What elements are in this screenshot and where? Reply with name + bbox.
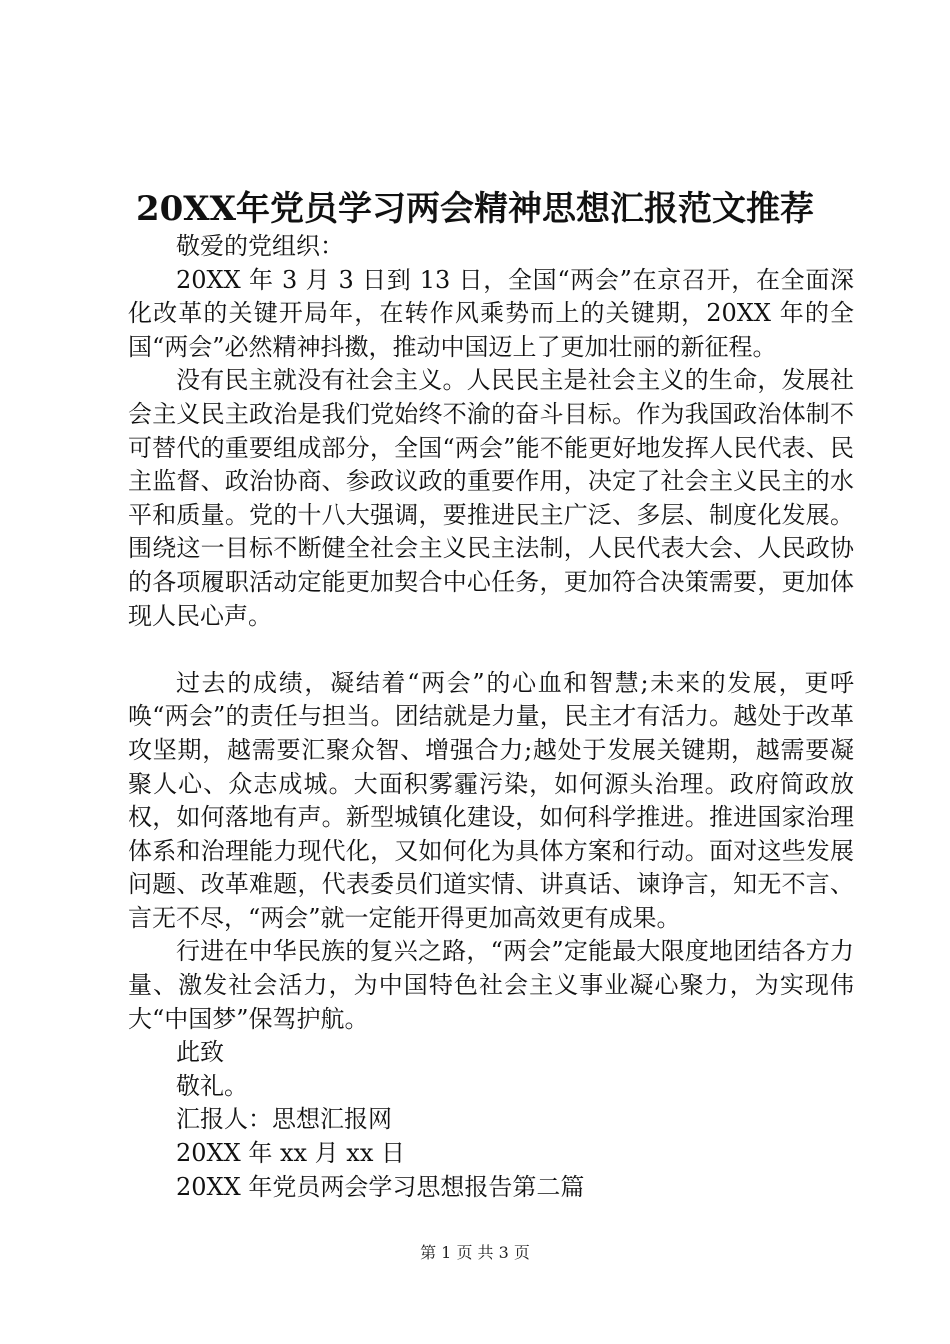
next-article-title: 20XX 年党员两会学习思想报告第二篇 (176, 1172, 585, 1201)
closing-line-1: 此致 (176, 1038, 224, 1067)
document-title: 20XX年党员学习两会精神思想汇报范文推荐 (135, 189, 815, 229)
paragraph-3: 过去的成绩，凝结着“两会”的心血和智慧;未来的发展，更呼唤“两会”的责任与担当。团结就是力量，民主才有活力。越处于改革攻坚期，越需要汇聚众智、增强合力;越处于发展关键期，越需要凝聚人心、众志成城。大面积雾霾污染，如何源头治理。政府简政放权，如何落地有声。新型城镇化建设，如何科学推进。推进国家治理体系和治理能力现代化，又如何化为具体方案和行动。面对这些发展问题、改革难题，代表委员们道实情、讲真话、谏诤言，知无不言、言无不尽，“两会”就一定能开得更加高效更有成果。 (128, 668, 854, 932)
paragraph-4: 行进在中华民族的复兴之路，“两会”定能最大限度地团结各方力量、激发社会活力，为中国特色社会主义事业凝心聚力，为实现伟大“中国梦”保驾护航。 (128, 937, 854, 1033)
paragraph-2: 没有民主就没有社会主义。人民民主是社会主义的生命，发展社会主义民主政治是我们党始终不渝的奋斗目标。作为我国政治体制不可替代的重要组成部分，全国“两会”能不能更好地发挥人民代表、民主监督、政治协商、参政议政的重要作用，决定了社会主义民主的水平和质量。党的十八大强调，要推进民主广泛、多层、制度化发展。围绕这一目标不断健全社会主义民主法制，人民代表大会、人民政协的各项履职活动定能更加契合中心任务，更加符合决策需要，更加体现人民心声。 (128, 366, 854, 630)
closing-line-2: 敬礼。 (176, 1071, 248, 1100)
paragraph-1: 20XX 年 3 月 3 日到 13 日，全国“两会”在京召开，在全面深化改革的关键开局年，在转作风乘势而上的关键期，20XX 年的全国“两会”必然精神抖擞，推动中国迈上了更加壮丽的新征程。 (128, 265, 854, 361)
page-number-label: 第 1 页 共 3 页 (420, 1243, 530, 1262)
reporter-line: 汇报人：思想汇报网 (176, 1105, 392, 1134)
document-body (128, 230, 854, 1204)
salutation: 敬爱的党组织： (176, 232, 344, 260)
date-line: 20XX 年 xx 月 xx 日 (176, 1139, 405, 1168)
page-footer (0, 1242, 950, 1264)
